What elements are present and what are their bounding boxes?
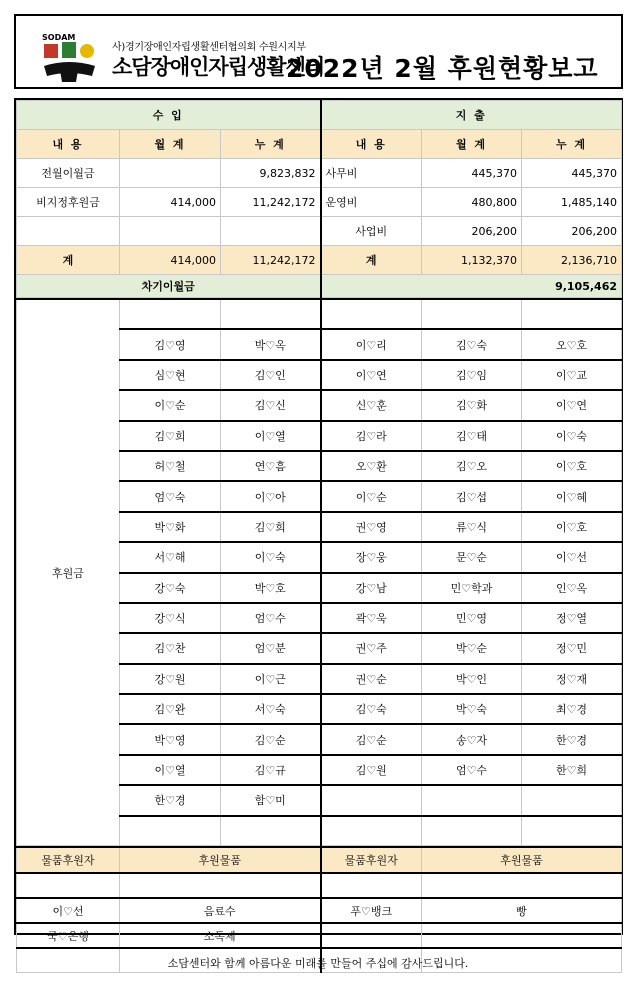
donor-name: 문♡순 [422, 542, 522, 572]
donor-name: 오♡환 [321, 451, 422, 481]
donor-name: 박♡영 [120, 724, 221, 754]
donor-section-label: 후원금 [17, 299, 120, 846]
donor-name: 김♡임 [422, 360, 522, 390]
donor-name: 김♡영 [120, 329, 221, 359]
expense-col-total: 누 계 [522, 130, 622, 159]
donor-name: 이♡연 [321, 360, 422, 390]
expense-sum-month: 1,132,370 [422, 246, 522, 275]
donor-name: 이♡근 [221, 664, 321, 694]
donor-table [16, 298, 622, 846]
donor-name: 엄♡분 [221, 633, 321, 663]
logo-text: SODAM [42, 33, 76, 42]
income-month: 414,000 [120, 188, 221, 217]
donor-name: 정♡열 [522, 603, 622, 633]
empty-cell [321, 785, 422, 815]
donor-name: 정♡재 [522, 664, 622, 694]
donor-name: 허♡철 [120, 451, 221, 481]
donor-name: 박♡숙 [422, 694, 522, 724]
goods-col-item-right: 후원물품 [422, 847, 622, 873]
empty-cell [221, 816, 321, 846]
donor-name: 권♡영 [321, 512, 422, 542]
report-header [14, 14, 623, 89]
donor-name: 한♡경 [120, 785, 221, 815]
donor-name: 김♡원 [321, 755, 422, 785]
report-body [14, 98, 623, 943]
income-sum-total: 11,242,172 [221, 246, 321, 275]
donor-name: 강♡숙 [120, 573, 221, 603]
goods-table [16, 846, 622, 973]
income-col-month: 월 계 [120, 130, 221, 159]
donor-name: 김♡라 [321, 421, 422, 451]
goods-donor: 국♡은행 [17, 923, 120, 948]
empty-cell [321, 299, 422, 329]
donor-name: 이♡순 [120, 390, 221, 420]
income-total: 11,242,172 [221, 188, 321, 217]
empty-cell [422, 785, 522, 815]
donor-name: 이♡호 [522, 451, 622, 481]
page-title: 2022년 2월 후원현황보고 [286, 54, 599, 83]
donor-name: 박♡옥 [221, 329, 321, 359]
income-sum-label: 계 [17, 246, 120, 275]
goods-donor: 이♡선 [17, 898, 120, 923]
donor-name: 김♡희 [120, 421, 221, 451]
donor-name: 오♡호 [522, 329, 622, 359]
donor-name: 함♡미 [221, 785, 321, 815]
sum-row [17, 246, 622, 275]
expense-col-month: 월 계 [422, 130, 522, 159]
goods-col-donor-right: 물품후원자 [321, 847, 422, 873]
goods-row [17, 898, 622, 923]
expense-col-content: 내 용 [321, 130, 422, 159]
donor-name: 연♡흠 [221, 451, 321, 481]
donor-name: 심♡현 [120, 360, 221, 390]
income-total [221, 217, 321, 246]
goods-col-item-left: 후원물품 [120, 847, 321, 873]
empty-cell [522, 816, 622, 846]
donor-name: 김♡찬 [120, 633, 221, 663]
expense-label: 운영비 [321, 188, 422, 217]
carry-value: 9,105,462 [321, 275, 622, 298]
donor-name: 강♡원 [120, 664, 221, 694]
donor-name: 서♡해 [120, 542, 221, 572]
income-month [120, 159, 221, 188]
donor-name: 박♡순 [422, 633, 522, 663]
donor-name: 이♡연 [522, 390, 622, 420]
carry-label: 차기이월금 [17, 275, 321, 298]
org-subtitle: 사)경기장애인자립생활센터협의회 수원시지부 [112, 42, 306, 53]
donor-name: 이♡호 [522, 512, 622, 542]
footer-message: 소담센터와 함께 아름다운 미래를 만들어 주십에 감사드립니다. [167, 957, 469, 970]
empty-cell [422, 299, 522, 329]
empty-cell [522, 785, 622, 815]
donor-name: 이♡숙 [522, 421, 622, 451]
donor-name: 류♡식 [422, 512, 522, 542]
donor-name: 권♡주 [321, 633, 422, 663]
goods-col-donor-left: 물품후원자 [17, 847, 120, 873]
sodam-logo-icon [42, 36, 97, 84]
donor-name: 엄♡숙 [120, 481, 221, 511]
org-name: 소담장애인자립생활센터 [112, 54, 325, 79]
empty-cell [120, 299, 221, 329]
donor-name: 서♡숙 [221, 694, 321, 724]
empty-cell [522, 299, 622, 329]
empty-cell [120, 816, 221, 846]
donor-row [17, 299, 622, 329]
donor-name: 김♡순 [321, 724, 422, 754]
expense-header: 지 출 [321, 101, 622, 130]
donor-name: 김♡화 [422, 390, 522, 420]
summary-row [17, 217, 622, 246]
donor-name: 이♡아 [221, 481, 321, 511]
donor-name: 김♡완 [120, 694, 221, 724]
donor-name: 이♡교 [522, 360, 622, 390]
donor-name: 이♡선 [522, 542, 622, 572]
donor-name: 이♡열 [120, 755, 221, 785]
donor-name: 박♡인 [422, 664, 522, 694]
empty-cell [221, 299, 321, 329]
income-col-content: 내 용 [17, 130, 120, 159]
goods-row [17, 923, 622, 948]
goods-item: 소독제 [120, 923, 321, 948]
summary-table [16, 100, 622, 298]
donor-name: 최♡경 [522, 694, 622, 724]
income-label [17, 217, 120, 246]
donor-name: 이♡리 [321, 329, 422, 359]
expense-sum-label: 계 [321, 246, 422, 275]
donor-name: 김♡규 [221, 755, 321, 785]
summary-row [17, 159, 622, 188]
donor-name: 김♡숙 [321, 694, 422, 724]
income-total: 9,823,832 [221, 159, 321, 188]
donor-name: 엄♡수 [422, 755, 522, 785]
donor-name: 강♡남 [321, 573, 422, 603]
donor-name: 김♡순 [221, 724, 321, 754]
donor-name: 엄♡수 [221, 603, 321, 633]
donor-name: 민♡학과 [422, 573, 522, 603]
goods-item: 음료수 [120, 898, 321, 923]
donor-name: 이♡순 [321, 481, 422, 511]
donor-name: 이♡숙 [221, 542, 321, 572]
expense-sum-total: 2,136,710 [522, 246, 622, 275]
donor-name: 인♡옥 [522, 573, 622, 603]
donor-name: 신♡훈 [321, 390, 422, 420]
expense-month: 480,800 [422, 188, 522, 217]
empty-cell [321, 816, 422, 846]
summary-row [17, 188, 622, 217]
donor-name: 박♡호 [221, 573, 321, 603]
income-label: 전월이월금 [17, 159, 120, 188]
donor-name: 김♡오 [422, 451, 522, 481]
donor-name: 박♡화 [120, 512, 221, 542]
donor-name: 이♡혜 [522, 481, 622, 511]
donor-name: 송♡자 [422, 724, 522, 754]
carry-row [17, 275, 622, 298]
donor-name: 곽♡욱 [321, 603, 422, 633]
donor-name: 정♡민 [522, 633, 622, 663]
donor-name: 권♡순 [321, 664, 422, 694]
expense-month: 445,370 [422, 159, 522, 188]
income-month [120, 217, 221, 246]
donor-name: 강♡식 [120, 603, 221, 633]
income-col-total: 누 계 [221, 130, 321, 159]
donor-name: 한♡경 [522, 724, 622, 754]
expense-total: 1,485,140 [522, 188, 622, 217]
goods-item: 빵 [422, 898, 622, 923]
donor-name: 김♡인 [221, 360, 321, 390]
income-sum-month: 414,000 [120, 246, 221, 275]
donor-name: 이♡열 [221, 421, 321, 451]
expense-total: 445,370 [522, 159, 622, 188]
expense-label: 사업비 [321, 217, 422, 246]
expense-month: 206,200 [422, 217, 522, 246]
income-label: 비지정후원금 [17, 188, 120, 217]
donor-name: 민♡영 [422, 603, 522, 633]
expense-label: 사무비 [321, 159, 422, 188]
donor-name: 김♡희 [221, 512, 321, 542]
income-header: 수 입 [17, 101, 321, 130]
donor-name: 장♡웅 [321, 542, 422, 572]
donor-name: 한♡희 [522, 755, 622, 785]
expense-total: 206,200 [522, 217, 622, 246]
goods-donor: 푸♡뱅크 [321, 898, 422, 923]
donor-name: 김♡태 [422, 421, 522, 451]
donor-name: 김♡숙 [422, 329, 522, 359]
donor-name: 김♡신 [221, 390, 321, 420]
empty-cell [422, 816, 522, 846]
donor-name: 김♡섭 [422, 481, 522, 511]
